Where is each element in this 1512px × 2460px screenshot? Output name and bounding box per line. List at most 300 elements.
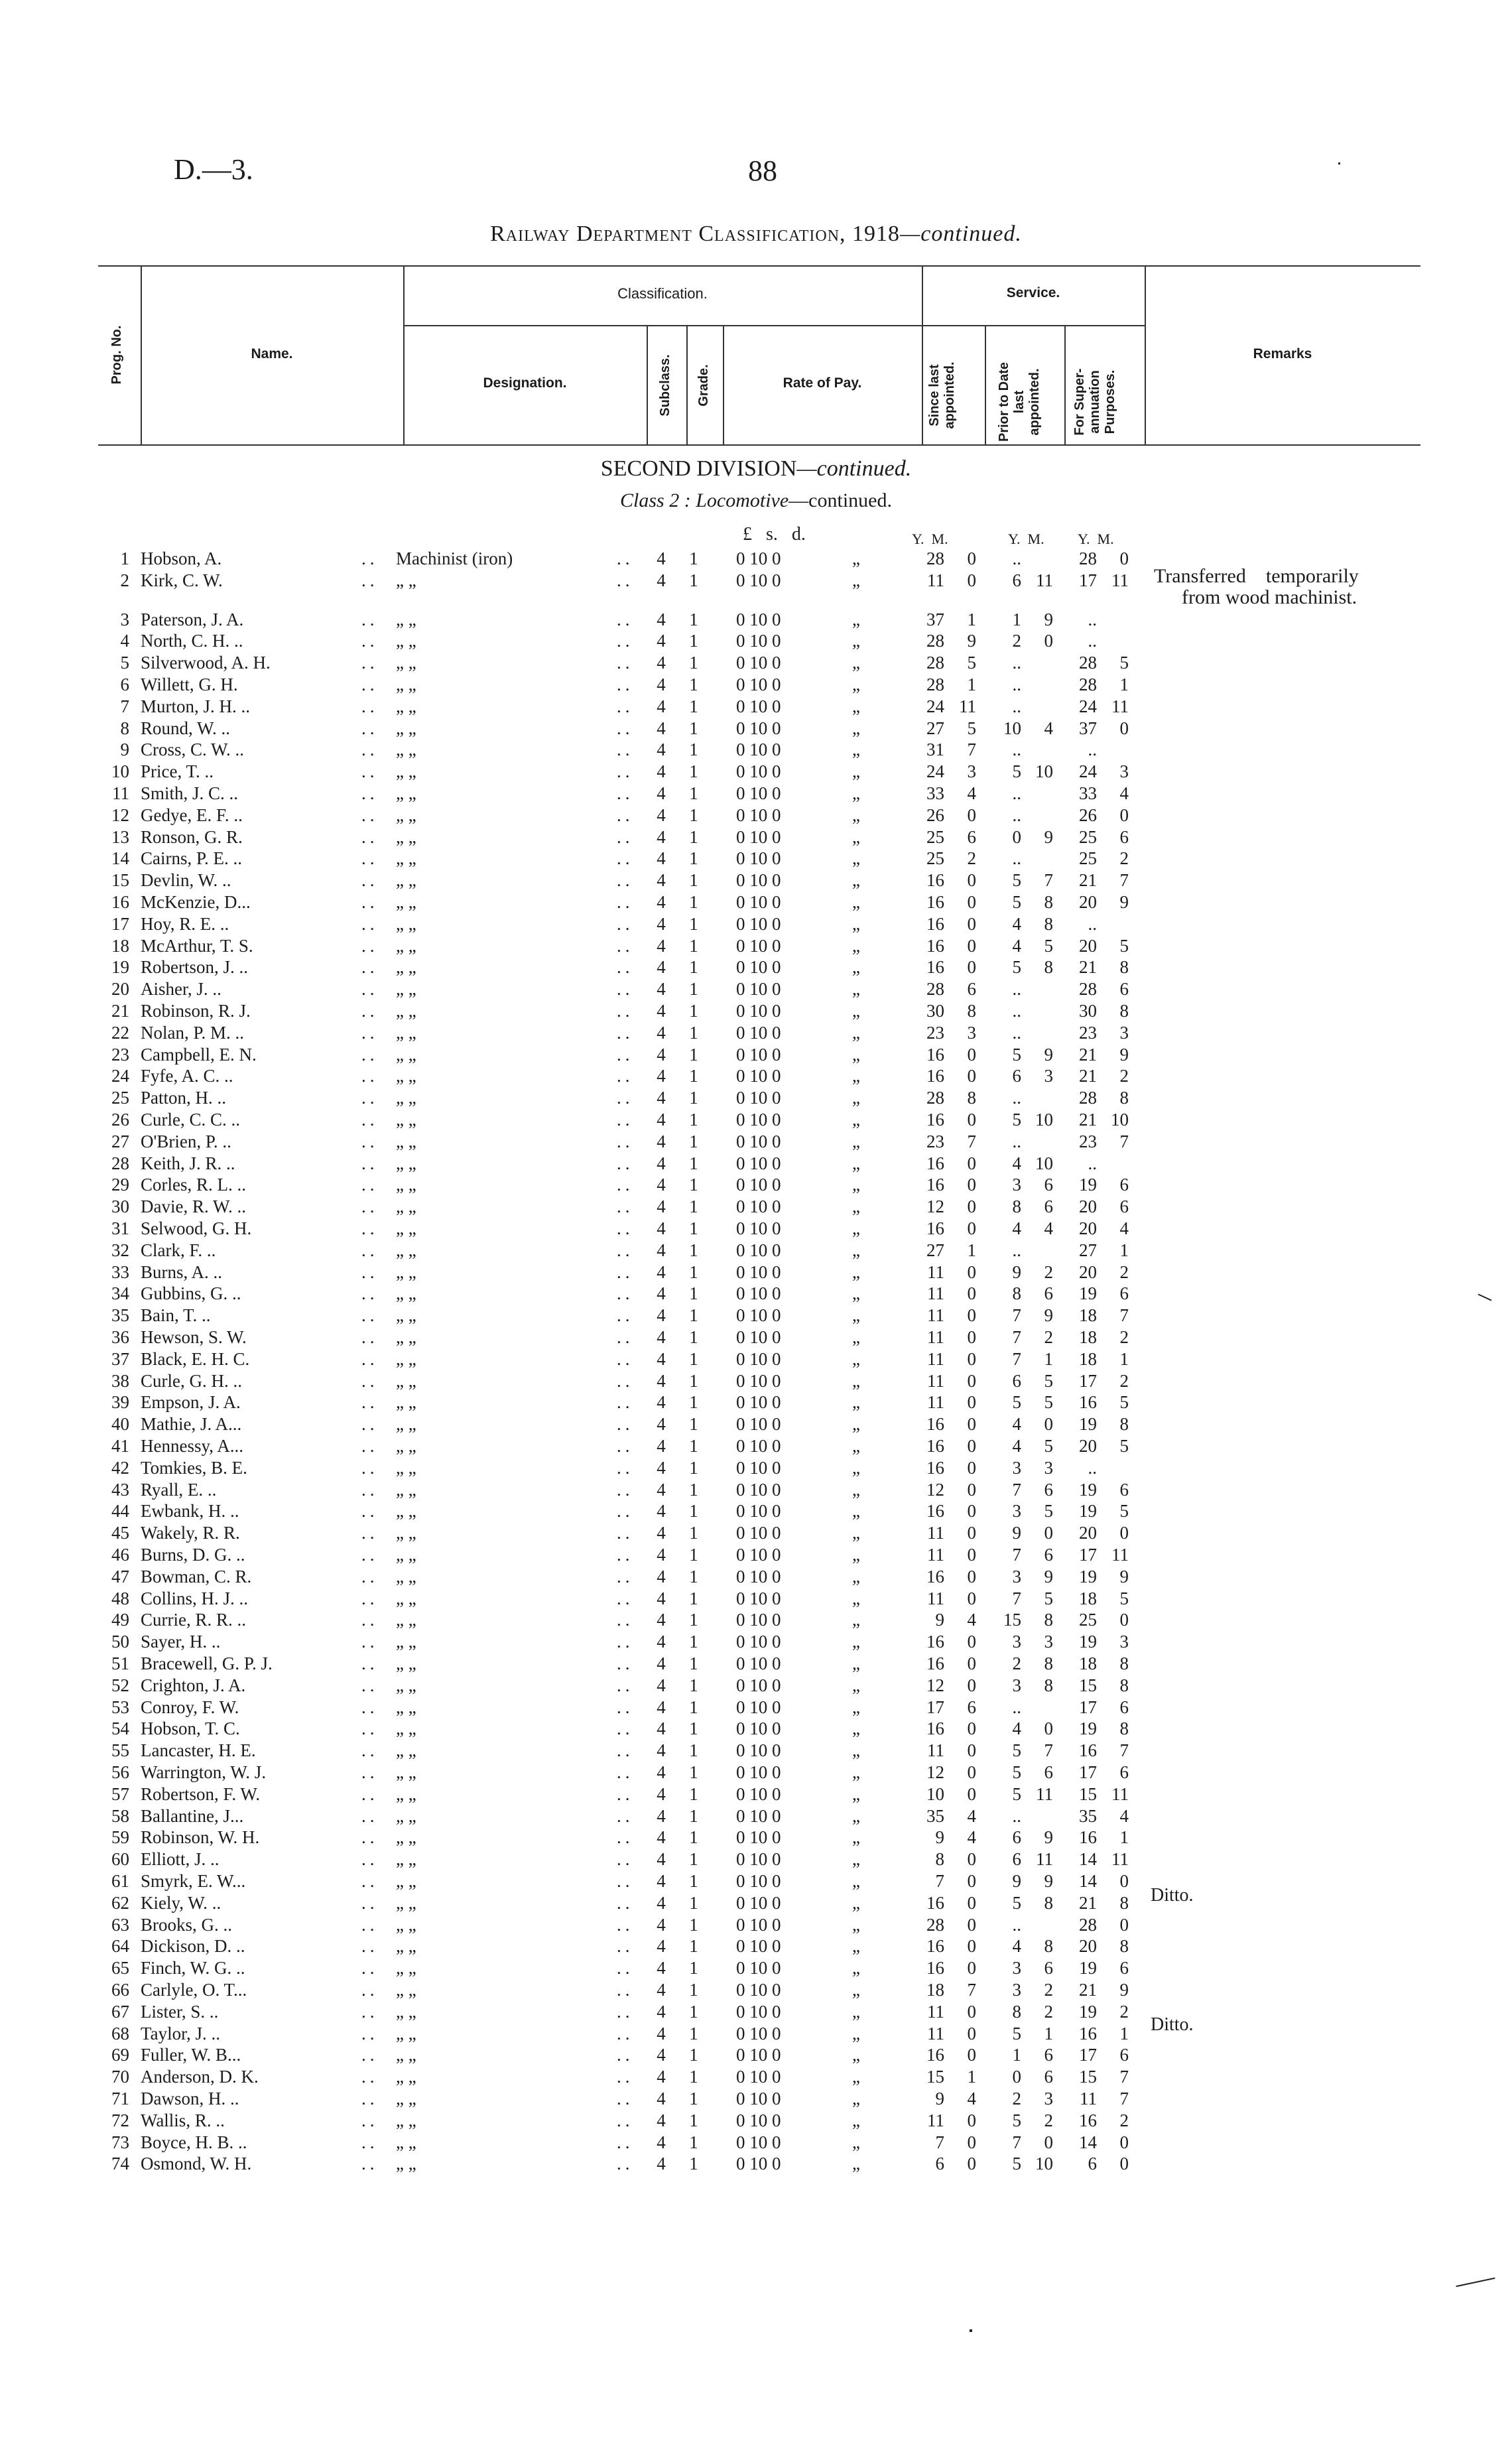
cell-dots1: .. [361,783,379,803]
cell-dots1: .. [361,935,379,956]
cell-grade: 1 [689,870,698,891]
cell-pm: 10 [1035,2154,1053,2174]
cell-no: 33 [111,1262,129,1282]
cell-sm: 0 [967,1892,976,1913]
cell-dots1: .. [361,1805,379,1826]
cell-sub: 4 [657,783,666,803]
cell-sy: 16 [926,1175,944,1195]
table-row [0,761,1512,783]
cell-fm: 11 [1111,696,1129,716]
cell-sub: 4 [657,740,666,760]
cell-fy: 28 [1079,1914,1097,1935]
cell-sy: 11 [927,1545,944,1565]
cell-ditto: „ [852,1588,860,1608]
cell-ditto: „ [852,1653,860,1673]
cell-sy: 6 [935,2154,944,2174]
table-row [0,2066,1512,2088]
col-prog-no: Prog. No. [109,325,124,385]
cell-name: Price, T. .. [141,761,214,782]
cell-ditto: „ [852,805,860,825]
cell-sm: 6 [967,826,976,847]
table-row [0,1566,1512,1588]
cell-ditto: „ [852,1327,860,1347]
cell-grade: 1 [689,935,698,956]
cell-ditto: „ [852,570,860,590]
cell-dots2: .. [617,1479,634,1500]
cell-no: 16 [111,892,129,912]
cell-sm: 0 [967,870,976,891]
table-row [0,1218,1512,1240]
cell-py: 6 [1012,1827,1021,1848]
cell-pay: 0 10 0 [736,1153,781,1173]
cell-ditto: „ [852,1501,860,1521]
cell-dots1: .. [361,2089,379,2108]
cell-sm: 7 [967,740,976,760]
cell-desig: „ „ [396,1479,416,1500]
cell-fm: 6 [1119,1479,1129,1500]
vline-8 [1064,325,1066,444]
cell-name: Keith, J. R. .. [141,1153,235,1173]
cell-pay: 0 10 0 [736,1566,781,1586]
table-row [0,1653,1512,1675]
cell-sy: 16 [926,1892,944,1913]
cell-desig: „ „ [396,1980,416,2000]
cell-sm: 0 [967,1197,976,1217]
cell-sub: 4 [657,1653,666,1673]
cell-fy: 23 [1079,1131,1097,1151]
cell-dots2: .. [617,1545,634,1565]
cell-dots2: .. [617,740,634,760]
cell-ditto: „ [852,1871,860,1891]
cell-py: .. [1012,740,1021,760]
cell-name: Dickison, D. .. [141,1936,245,1957]
cell-ditto: „ [852,609,860,629]
cell-dots1: .. [361,570,379,590]
cell-name: Cross, C. W. .. [141,740,245,760]
cell-py: .. [1012,549,1021,568]
cell-pm: 3 [1044,1066,1053,1086]
cell-sub: 4 [657,1675,666,1695]
cell-dots2: .. [617,2045,634,2065]
cell-fm: 2 [1119,848,1129,869]
cell-no: 19 [111,957,129,978]
col-prior-text: Prior to Date last appointed. [997,361,1042,442]
cell-desig: „ „ [396,1958,416,1978]
cell-sub: 4 [657,631,666,651]
cell-sub: 4 [657,1414,666,1435]
cell-sy: 17 [926,1697,944,1717]
cell-dots1: .. [361,826,379,847]
table-row [0,1413,1512,1435]
cell-name: Burns, D. G. .. [141,1545,245,1565]
cell-sub: 4 [657,1392,666,1413]
cell-no: 29 [111,1175,129,1195]
cell-grade: 1 [689,1827,698,1848]
table-row [0,1087,1512,1109]
cell-fm: 0 [1119,1523,1129,1543]
cell-ditto: „ [852,1740,860,1761]
cell-sub: 4 [657,1327,666,1347]
cell-dots2: .. [617,913,634,934]
cell-dots1: .. [361,913,379,934]
cell-no: 62 [111,1892,129,1913]
cell-sy: 9 [935,1827,944,1848]
cell-desig: „ „ [396,1262,416,1282]
cell-sy: 28 [926,549,944,568]
table-row [0,1305,1512,1327]
cell-pay: 0 10 0 [736,1545,781,1565]
cell-dots2: .. [617,935,634,956]
cell-name: Robertson, F. W. [141,1783,261,1804]
cell-dots2: .. [617,1262,634,1282]
cell-name: Murton, J. H. .. [141,696,251,716]
cell-fy: 35 [1079,1805,1097,1826]
cell-dots2: .. [617,1110,634,1130]
cell-dots2: .. [617,783,634,803]
cell-fy: 19 [1079,1414,1097,1435]
cell-dots2: .. [617,1436,634,1456]
cell-no: 60 [111,1849,129,1870]
cell-ditto: „ [852,1805,860,1826]
cell-ditto: „ [852,675,860,694]
cell-dots2: .. [617,1022,634,1043]
cell-sm: 0 [967,1588,976,1608]
cell-dots1: .. [361,1523,379,1543]
cell-grade: 1 [689,1697,698,1717]
cell-desig: „ „ [396,609,416,629]
cell-fm: 11 [1111,1849,1129,1870]
cell-sub: 4 [657,2154,666,2174]
cell-name: Robinson, W. H. [141,1827,260,1848]
cell-ditto: „ [852,1066,860,1086]
table-row [0,1196,1512,1218]
cell-sub: 4 [657,2067,666,2087]
cell-no: 48 [111,1588,129,1608]
remark-transferred-line2: from wood machinist. [1182,586,1357,608]
cell-sm: 0 [967,1501,976,1521]
cell-sy: 9 [935,1610,944,1630]
cell-no: 18 [111,935,129,956]
cell-py: 4 [1012,1436,1021,1456]
cell-desig: „ „ [396,1001,416,1021]
cell-py: 2 [1012,1653,1021,1673]
cell-dots2: .. [617,1980,634,2000]
cell-fm: 0 [1119,2132,1129,2152]
cell-ditto: „ [852,1827,860,1848]
cell-dots2: .. [617,979,634,1000]
cell-dots2: .. [617,892,634,912]
cell-ditto: „ [852,1936,860,1957]
cell-ditto: „ [852,761,860,782]
remark-ditto-taylor: Ditto. [1151,2014,1194,2035]
table-row [0,1044,1512,1066]
cell-sm: 5 [967,718,976,738]
cell-py: 5 [1012,870,1021,891]
cell-py: 6 [1012,1370,1021,1391]
cell-ditto: „ [852,1197,860,1217]
cell-py: 4 [1012,1936,1021,1957]
table-row [0,2023,1512,2045]
cell-name: Paterson, J. A. [141,609,244,629]
cell-fm: 1 [1119,675,1129,694]
cell-fy: 20 [1079,1436,1097,1456]
cell-dots2: .. [617,1523,634,1543]
cell-grade: 1 [689,1566,698,1586]
cell-pm: 3 [1044,1632,1053,1652]
cell-sm: 6 [967,979,976,1000]
cell-name: Curle, G. H. .. [141,1370,242,1391]
cell-sy: 10 [926,1783,944,1804]
cell-desig: „ „ [396,1610,416,1630]
cell-dots1: .. [361,1501,379,1521]
cell-sub: 4 [657,2110,666,2130]
cell-sy: 16 [926,1436,944,1456]
cell-ditto: „ [852,1783,860,1804]
cell-no: 68 [111,2023,129,2043]
cell-sy: 33 [926,783,944,803]
cell-dots1: .. [361,549,379,568]
cell-name: McKenzie, D... [141,892,251,912]
cell-no: 27 [111,1131,129,1151]
cell-sub: 4 [657,1436,666,1456]
cell-grade: 1 [689,1588,698,1608]
cell-sub: 4 [657,1110,666,1130]
cell-sm: 9 [967,631,976,651]
cell-dots2: .. [617,1740,634,1761]
cell-dots2: .. [617,1457,634,1478]
cell-no: 49 [111,1610,129,1630]
cell-grade: 1 [689,570,698,590]
cell-grade: 1 [689,549,698,568]
cell-dots2: .. [617,1283,634,1304]
cell-desig: „ „ [396,848,416,869]
cell-sm: 0 [967,570,976,590]
cell-sy: 30 [926,1001,944,1021]
cell-ditto: „ [852,1283,860,1304]
cell-py: .. [1012,675,1021,694]
cell-sy: 16 [926,1414,944,1435]
table-row [0,696,1512,718]
cell-grade: 1 [689,1892,698,1913]
cell-pm: 11 [1036,1849,1053,1870]
cell-pay: 0 10 0 [736,1001,781,1021]
cell-desig: „ „ [396,2001,416,2022]
cell-fm: 6 [1119,1958,1129,1978]
cell-pay: 0 10 0 [736,1110,781,1130]
cell-pay: 0 10 0 [736,1197,781,1217]
cell-fm: 0 [1119,549,1129,568]
cell-ditto: „ [852,848,860,869]
cell-fm: 6 [1119,2045,1129,2065]
cell-name: O'Brien, P. .. [141,1131,231,1151]
cell-pay: 0 10 0 [736,631,781,651]
division-suffix: —continued. [796,456,912,481]
cell-sub: 4 [657,1044,666,1065]
class-label: Class 2 : [620,489,691,511]
cell-dots1: .. [361,1197,379,1217]
cell-fm: 10 [1111,1110,1129,1130]
cell-fm: 5 [1119,1436,1129,1456]
cell-grade: 1 [689,1762,698,1782]
cell-desig: „ „ [396,1501,416,1521]
cell-dots1: .. [361,1001,379,1021]
cell-name: Boyce, H. B. .. [141,2132,247,2152]
cell-sm: 0 [967,935,976,956]
cell-dots2: .. [617,718,634,738]
table-row [0,2088,1512,2110]
cell-fm: 6 [1119,1197,1129,1217]
cell-no: 31 [111,1218,129,1238]
table-row [0,1327,1512,1348]
cell-desig: „ „ [396,1545,416,1565]
cell-sy: 11 [927,1262,944,1282]
cell-sy: 11 [927,1327,944,1347]
cell-name: Kirk, C. W. [141,570,223,590]
cell-sy: 11 [927,2110,944,2130]
header-bottom-rule [98,444,1420,446]
cell-py: 5 [1012,1783,1021,1804]
cell-sub: 4 [657,653,666,673]
table-row [0,1131,1512,1153]
cell-no: 70 [111,2067,129,2087]
cell-desig: „ „ [396,1871,416,1891]
table-row [0,848,1512,870]
cell-name: Clark, F. .. [141,1240,216,1260]
cell-ditto: „ [852,826,860,847]
cell-py: 6 [1012,1066,1021,1086]
cell-desig: „ „ [396,1370,416,1391]
cell-sm: 4 [967,1610,976,1630]
cell-name: Kiely, W. .. [141,1892,221,1913]
table-row [0,1718,1512,1740]
cell-sy: 37 [926,609,944,629]
col-classification: Classification. [617,285,708,302]
cell-ditto: „ [852,740,860,760]
table-row [0,1283,1512,1305]
cell-sm: 0 [967,549,976,568]
cell-sy: 23 [926,1131,944,1151]
cell-sm: 0 [967,1675,976,1695]
cell-pm: 2 [1044,1327,1053,1347]
cell-sm: 0 [967,1370,976,1391]
cell-fy: .. [1088,740,1097,760]
cell-name: Hewson, S. W. [141,1327,247,1347]
cell-dots2: .. [617,1610,634,1630]
cell-grade: 1 [689,1305,698,1326]
cell-fm: 2 [1119,1066,1129,1086]
cell-sub: 4 [657,1240,666,1260]
cell-sm: 0 [967,1958,976,1978]
cell-pay: 0 10 0 [736,979,781,1000]
cell-name: Silverwood, A. H. [141,653,271,673]
cell-desig: „ „ [396,1914,416,1935]
cell-pay: 0 10 0 [736,1022,781,1043]
cell-fy: 25 [1079,848,1097,869]
cell-sy: 11 [927,2023,944,2043]
cell-pay: 0 10 0 [736,1240,781,1260]
cell-sub: 4 [657,1066,666,1086]
cell-pm: 9 [1044,1305,1053,1326]
cell-desig: „ „ [396,805,416,825]
cell-fy: 24 [1079,696,1097,716]
cell-no: 38 [111,1370,129,1391]
cell-dots2: .. [617,1588,634,1608]
cell-dots1: .. [361,609,379,629]
cell-sy: 11 [927,1348,944,1369]
cell-sub: 4 [657,1131,666,1151]
cell-py: 5 [1012,1110,1021,1130]
cell-grade: 1 [689,2045,698,2065]
cell-dots1: .. [361,1610,379,1630]
cell-sy: 25 [926,826,944,847]
cell-fy: 20 [1079,1936,1097,1957]
cell-dots2: .. [617,1827,634,1848]
cell-py: 7 [1012,1545,1021,1565]
cell-grade: 1 [689,2001,698,2022]
cell-fm: 1 [1119,1827,1129,1848]
cell-dots1: .. [361,1697,379,1717]
cell-pm: 6 [1044,1762,1053,1782]
cell-fy: 20 [1079,935,1097,956]
cell-sm: 0 [967,1545,976,1565]
cell-pay: 0 10 0 [736,1783,781,1804]
col-since-text: Since last appointed. [927,361,957,429]
cell-sub: 4 [657,1457,666,1478]
cell-ditto: „ [852,1675,860,1695]
cell-fm: 11 [1111,1545,1129,1565]
cell-pm: 8 [1044,1892,1053,1913]
cell-sy: 16 [926,1044,944,1065]
cell-sm: 6 [967,1697,976,1717]
cell-desig: „ „ [396,1197,416,1217]
cell-ditto: „ [852,1218,860,1238]
cell-pm: 2 [1044,1262,1053,1282]
cell-desig: „ „ [396,1566,416,1586]
cell-pay: 0 10 0 [736,1066,781,1086]
cell-fy: 21 [1079,1980,1097,2000]
cell-dots1: .. [361,1218,379,1238]
cell-name: Bain, T. .. [141,1305,211,1326]
cell-pm: 6 [1044,1283,1053,1304]
cell-sm: 0 [967,1066,976,1086]
cell-grade: 1 [689,675,698,694]
cell-fm: 7 [1119,1305,1129,1326]
cell-dots1: .. [361,1348,379,1369]
cell-desig: „ „ [396,935,416,956]
table-row [0,1957,1512,1979]
cell-dots2: .. [617,1392,634,1413]
cell-sy: 26 [926,805,944,825]
cell-sm: 0 [967,1262,976,1282]
cell-pm: 8 [1044,1653,1053,1673]
cell-grade: 1 [689,1871,698,1891]
cell-no: 14 [111,848,129,869]
cell-sm: 0 [967,1632,976,1652]
cell-sy: 18 [926,1980,944,2000]
cell-fy: 23 [1079,1022,1097,1043]
cell-sm: 4 [967,783,976,803]
cell-sm: 7 [967,1131,976,1151]
cell-fm: 3 [1119,761,1129,782]
cell-py: 1 [1012,2045,1021,2065]
cell-grade: 1 [689,1783,698,1804]
cell-pay: 0 10 0 [736,1131,781,1151]
cell-dots1: .. [361,675,379,694]
cell-desig: „ „ [396,979,416,1000]
cell-pm: 4 [1044,718,1053,738]
cell-fm: 6 [1119,979,1129,1000]
cell-dots1: .. [361,1545,379,1565]
